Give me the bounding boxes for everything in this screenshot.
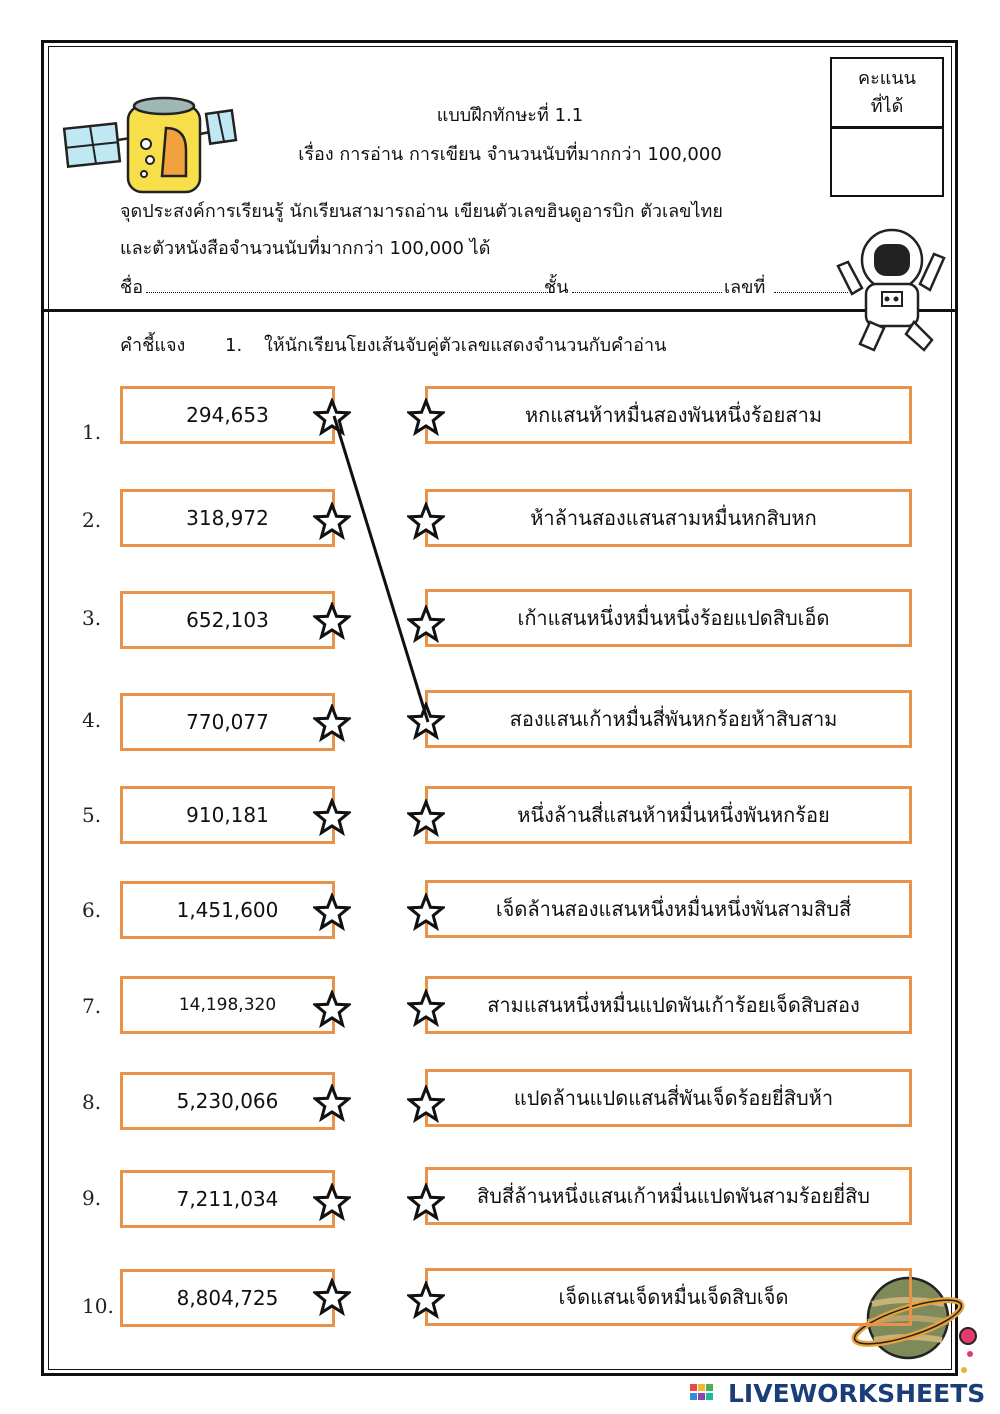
number-box: 1,451,600 — [120, 881, 335, 939]
left-star-anchor-icon[interactable] — [313, 798, 351, 836]
class-field[interactable] — [572, 292, 722, 293]
score-input-area[interactable] — [832, 129, 942, 193]
number-box: 770,077 — [120, 693, 335, 751]
reading-box: สองแสนเก้าหมื่นสี่พันหกร้อยห้าสิบสาม — [425, 690, 912, 748]
item-index: 5. — [82, 803, 102, 827]
right-star-anchor-icon[interactable] — [407, 1281, 445, 1319]
name-label: ชื่อ — [120, 277, 144, 298]
reading-box: ห้าล้านสองแสนสามหมื่นหกสิบหก — [425, 489, 912, 547]
reading-box: หกแสนห้าหมื่นสองพันหนึ่งร้อยสาม — [425, 386, 912, 444]
left-star-anchor-icon[interactable] — [313, 1084, 351, 1122]
objective-line-2: และตัวหนังสือจำนวนนับที่มากกว่า 100,000 ได้ — [120, 238, 491, 259]
liveworksheets-logo-icon — [690, 1380, 724, 1406]
footer-brand-text: LIVEWORKSHEETS — [728, 1378, 986, 1408]
number-box: 294,653 — [120, 386, 335, 444]
item-index: 7. — [82, 994, 102, 1018]
left-star-anchor-icon[interactable] — [313, 602, 351, 640]
number-box: 5,230,066 — [120, 1072, 335, 1130]
number-box: 8,804,725 — [120, 1269, 335, 1327]
class-label: ชั้น — [544, 277, 569, 298]
score-label-line1: คะแนน — [858, 67, 916, 89]
right-star-anchor-icon[interactable] — [407, 1183, 445, 1221]
astronaut-icon — [830, 218, 952, 358]
item-index: 2. — [82, 508, 102, 532]
item-index: 10. — [82, 1294, 114, 1318]
right-star-anchor-icon[interactable] — [407, 502, 445, 540]
instruction-number: 1. — [225, 335, 243, 356]
item-index: 8. — [82, 1090, 102, 1114]
number-field[interactable] — [774, 292, 848, 293]
number-box: 652,103 — [120, 591, 335, 649]
objective-line-1: จุดประสงค์การเรียนรู้ นักเรียนสามารถอ่าน เขียนตัวเลขฮินดูอารบิก ตัวเลขไทย — [120, 201, 723, 222]
reading-box: แปดล้านแปดแสนสี่พันเจ็ดร้อยยี่สิบห้า — [425, 1069, 912, 1127]
right-star-anchor-icon[interactable] — [407, 989, 445, 1027]
right-star-anchor-icon[interactable] — [407, 702, 445, 740]
right-star-anchor-icon[interactable] — [407, 799, 445, 837]
left-star-anchor-icon[interactable] — [313, 1278, 351, 1316]
score-label-line2: ที่ได้ — [870, 95, 904, 117]
score-label — [832, 59, 942, 129]
name-field[interactable] — [146, 292, 552, 293]
left-star-anchor-icon[interactable] — [313, 1183, 351, 1221]
number-box: 14,198,320 — [120, 976, 335, 1034]
right-star-anchor-icon[interactable] — [407, 605, 445, 643]
left-star-anchor-icon[interactable] — [313, 893, 351, 931]
instruction-text: ให้นักเรียนโยงเส้นจับคู่ตัวเลขแสดงจำนวนกับคำอ่าน — [263, 335, 667, 356]
worksheet-subtitle: เรื่อง การอ่าน การเขียน จำนวนนับที่มากกว่า 100,000 — [298, 144, 722, 165]
item-index: 4. — [82, 708, 102, 732]
reading-box: สิบสี่ล้านหนึ่งแสนเก้าหมื่นแปดพันสามร้อยยี่สิบ — [425, 1167, 912, 1225]
item-index: 1. — [82, 420, 102, 444]
right-star-anchor-icon[interactable] — [407, 398, 445, 436]
reading-box: สามแสนหนึ่งหมื่นแปดพันเก้าร้อยเจ็ดสิบสอง — [425, 976, 912, 1034]
left-star-anchor-icon[interactable] — [313, 398, 351, 436]
item-index: 9. — [82, 1186, 102, 1210]
number-label: เลขที่ — [724, 277, 766, 298]
reading-box: หนึ่งล้านสี่แสนห้าหมื่นหนึ่งพันหกร้อย — [425, 786, 912, 844]
left-star-anchor-icon[interactable] — [313, 990, 351, 1028]
item-index: 3. — [82, 606, 102, 630]
reading-box: เก้าแสนหนึ่งหมื่นหนึ่งร้อยแปดสิบเอ็ด — [425, 589, 912, 647]
reading-box: เจ็ดแสนเจ็ดหมื่นเจ็ดสิบเจ็ด — [425, 1268, 912, 1326]
number-box: 7,211,034 — [120, 1170, 335, 1228]
score-box — [830, 57, 944, 197]
instruction — [120, 330, 666, 359]
satellite-icon — [62, 92, 242, 202]
number-box: 910,181 — [120, 786, 335, 844]
reading-box: เจ็ดล้านสองแสนหนึ่งหมื่นหนึ่งพันสามสิบสี่ — [425, 880, 912, 938]
right-star-anchor-icon[interactable] — [407, 893, 445, 931]
header-divider — [44, 309, 956, 312]
worksheet-title: แบบฝึกทักษะที่ 1.1 — [436, 105, 584, 126]
left-star-anchor-icon[interactable] — [313, 502, 351, 540]
number-box: 318,972 — [120, 489, 335, 547]
item-index: 6. — [82, 898, 102, 922]
footer-brand — [690, 1378, 985, 1408]
instruction-label: คำชี้แจง — [120, 335, 186, 356]
right-star-anchor-icon[interactable] — [407, 1085, 445, 1123]
left-star-anchor-icon[interactable] — [313, 704, 351, 742]
